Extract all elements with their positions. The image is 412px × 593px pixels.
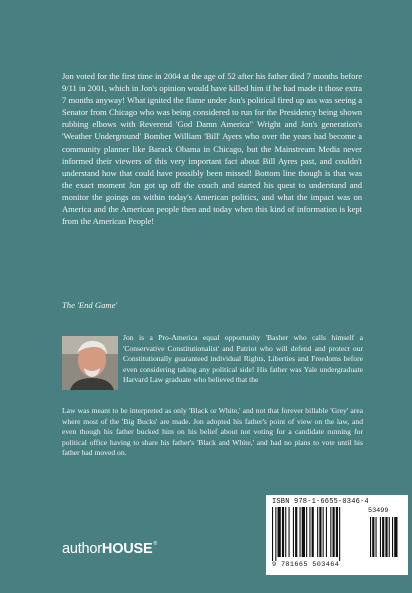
author-bio-lead: Jon is a Pro-America equal opportunity 'Basher who calls himself a 'Conservative Constitutionalist' and Patriot who will defend and protect our Constitutionally guaranteed individual Rights, Liberties and Freedoms before even considering taking any political side! His father was Yale undergraduate Harvard Law graduate who believed that the [123, 333, 363, 385]
barcode-addon-number: 53499 [368, 507, 389, 515]
logo-registered-mark: ® [153, 541, 157, 547]
author-bio-continued: Law was meant to be interpreted as only 'Black or White,' and not that forever billable 'Grey' area where most of the 'Big Bucks' are made. Jon adopted his father's point of view on the law, and even though his father bucked him on his belief about not voting for a candidate running for political office having to share his father's 'Black and White,' and had no plans to vote until his father had moved on. [62, 406, 363, 458]
barcode-bars [272, 507, 404, 561]
logo-author: author [62, 541, 102, 557]
isbn-barcode [266, 495, 408, 575]
logo-house: HOUSE [101, 541, 153, 557]
author-portrait-image [62, 336, 118, 390]
author-photo [62, 336, 118, 390]
book-title-mention: The 'End Game' [62, 300, 118, 310]
barcode-digits: 9 781665 503464 [272, 561, 340, 569]
publisher-logo [62, 541, 157, 557]
isbn-text: ISBN 978-1-6655-0346-4 [272, 498, 369, 506]
blurb-paragraph: Jon voted for the first time in 2004 at the age of 52 after his father died 7 months before 9/11 in 2001, which in Jon's opinion would have killed him if he had made it those extra 7 months anyway! What ignited the flame under Jon's political fired up ass was seeing a Senator from Chicago who was being considered to run for the Presidency being shown rubbing elbows with Reverend 'God Damn America" Wright and Jon's generation's 'Weather Underground' Bomber William 'Bill' Ayers who over the years had become a community planner like Barack Obama in Chicago, but the Mainstream Media never informed their viewers of this very important fact about Bill Ayres past, and couldn't understand how that could have possibly been missed! Bottom line though is that was the exact moment Jon got up off the couch and started his quest to understand and monitor the goings on within today's American politics, and what the impact was on America and the American people then and today when this kind of information is kept from the American People! [62, 71, 362, 227]
